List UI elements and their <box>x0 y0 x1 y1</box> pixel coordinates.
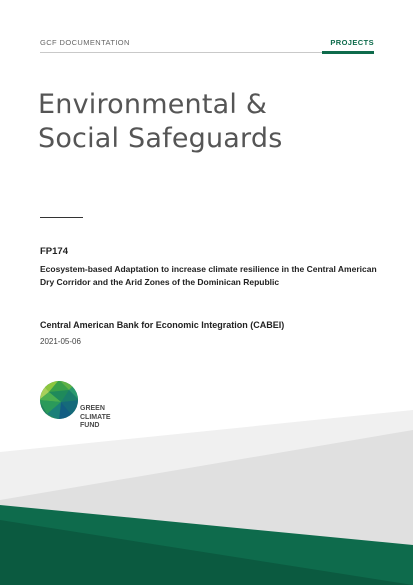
header-section-underline <box>322 51 374 54</box>
gcf-globe-logo-icon <box>39 380 79 420</box>
project-id: FP174 <box>40 246 68 257</box>
document-date: 2021-05-06 <box>40 337 81 346</box>
accredited-entity: Central American Bank for Economic Integration (CABEI) <box>40 320 285 330</box>
logo-line-green: GREEN <box>80 405 105 412</box>
document-title-line1: Environmental & <box>38 89 268 120</box>
header-divider <box>40 52 322 53</box>
logo-line-climate: CLIMATE <box>80 413 111 421</box>
title-divider <box>40 217 83 218</box>
document-title-line2: Social Safeguards <box>38 123 283 154</box>
gcf-logo-wordmark <box>80 405 111 431</box>
logo-line-fund: FUND <box>80 422 100 429</box>
document-title <box>38 88 282 156</box>
project-title: Ecosystem-based Adaptation to increase climate resilience in the Central American Dry Corridor and the Arid Zones of the Dominican Republic <box>40 264 377 287</box>
header-doc-label: GCF DOCUMENTATION <box>40 38 130 47</box>
header-section-label: PROJECTS <box>330 38 374 47</box>
